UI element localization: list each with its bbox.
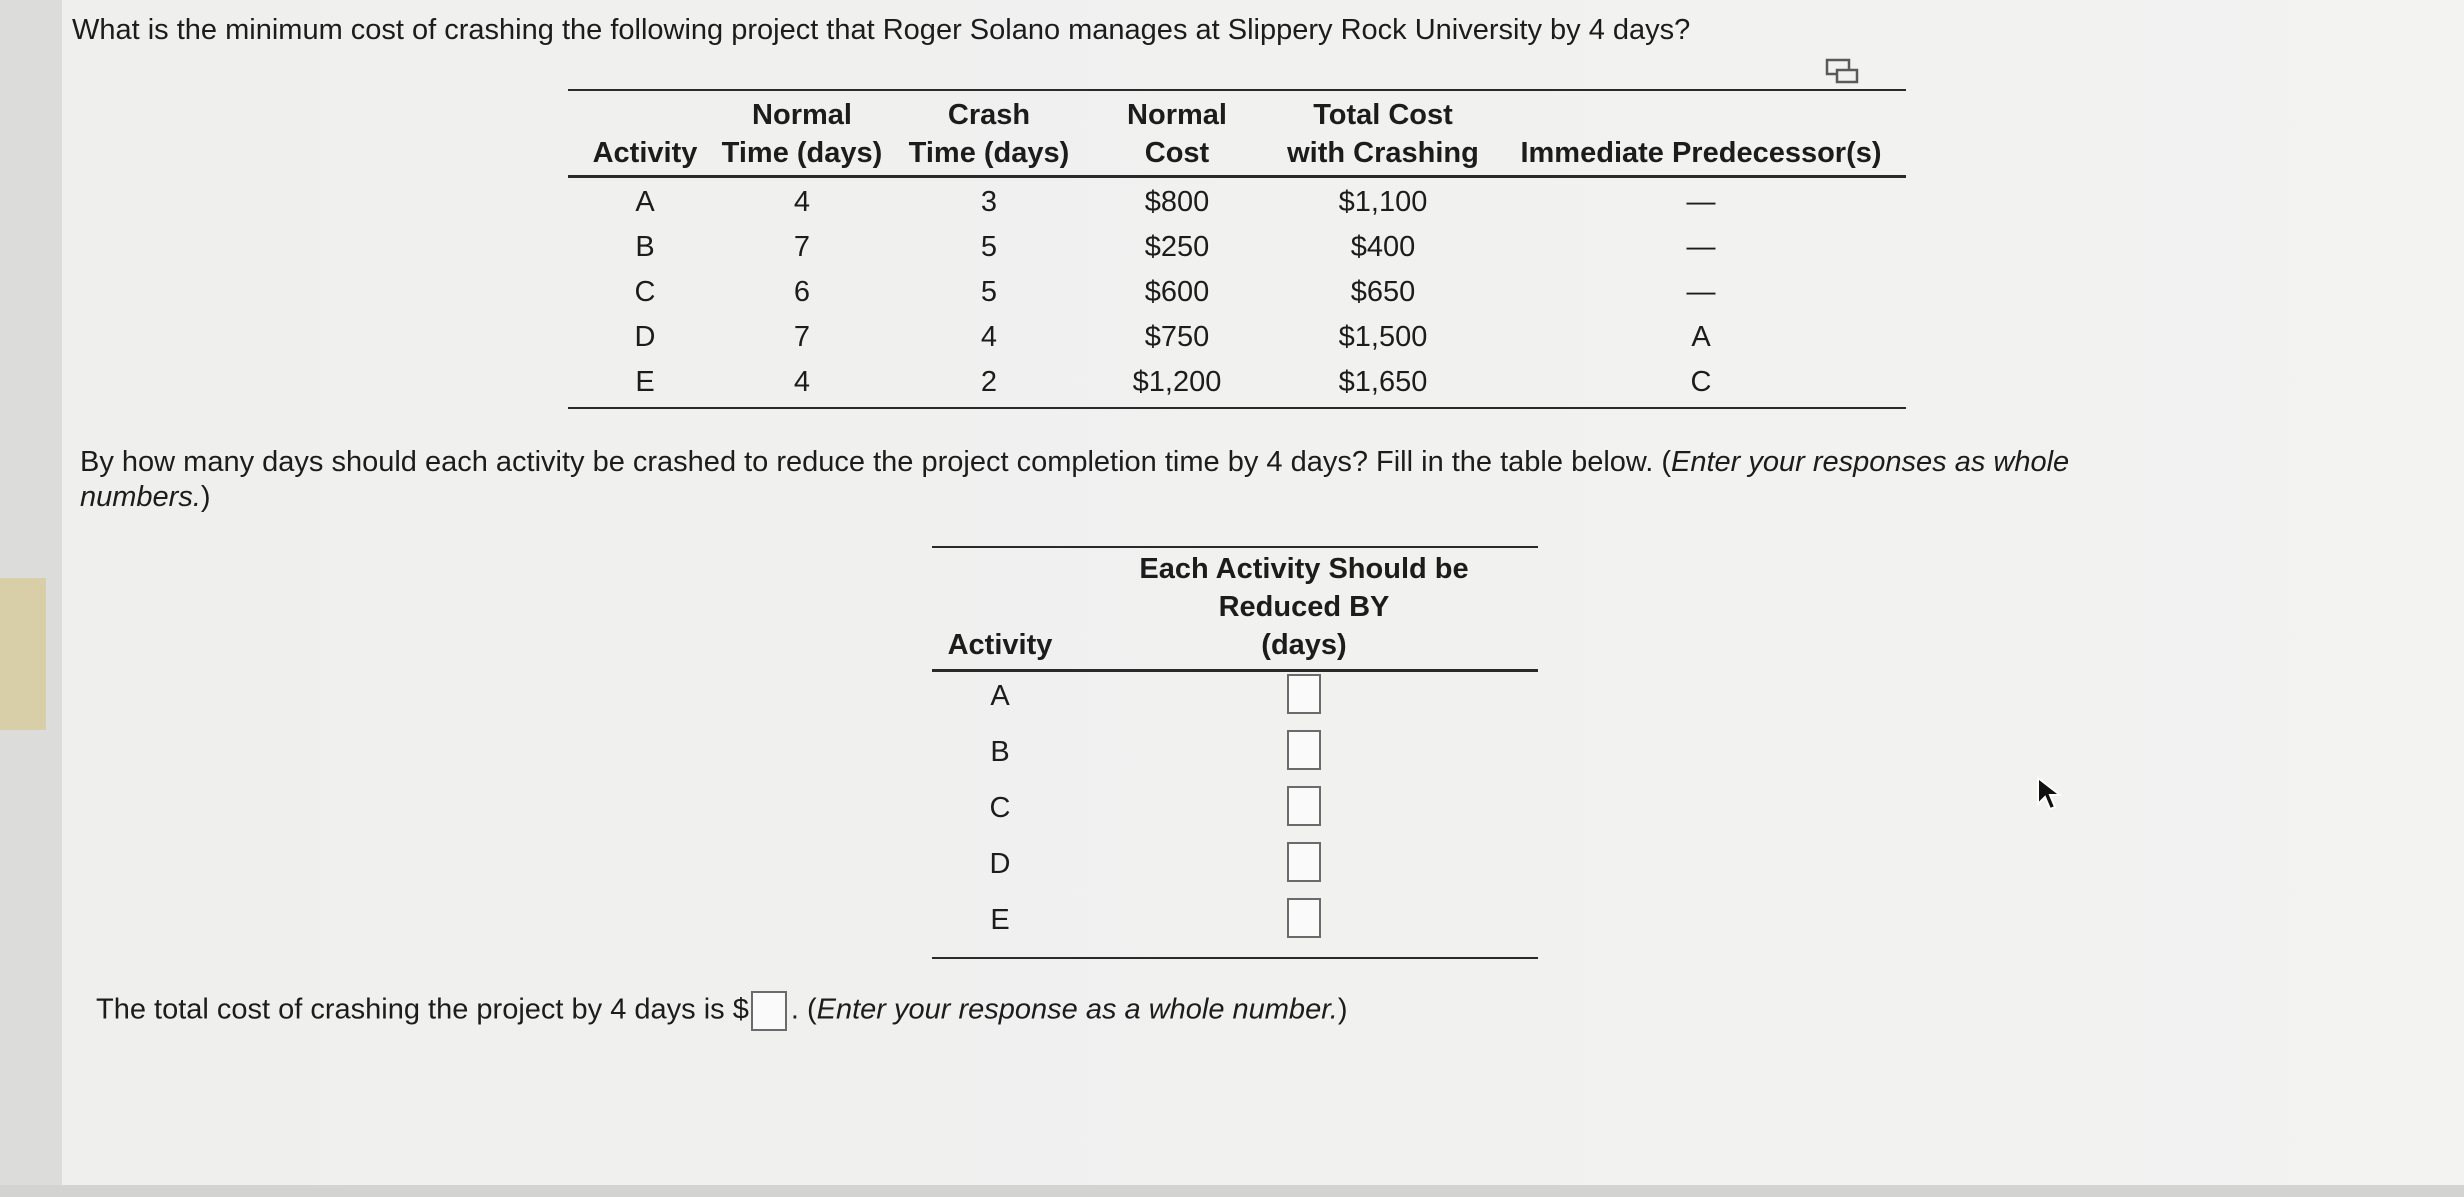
cell-total-cost: $1,100 xyxy=(1338,186,1428,218)
answer-table-top-rule xyxy=(932,546,1538,548)
mouse-pointer-icon xyxy=(2036,776,2064,812)
cell-activity: A xyxy=(635,186,655,218)
reduce-days-input[interactable] xyxy=(1287,730,1321,770)
cell-predecessor: — xyxy=(1686,276,1716,308)
cell-normal-cost: $600 xyxy=(1144,276,1210,308)
cell-crash-time: 5 xyxy=(980,276,998,308)
header-answer-activity: Activity xyxy=(947,629,1053,661)
cell-total-cost: $1,500 xyxy=(1338,321,1428,353)
answer-row-activity: A xyxy=(990,680,1010,712)
cell-normal-cost: $800 xyxy=(1144,186,1210,218)
cell-crash-time: 2 xyxy=(980,366,998,398)
cell-normal-cost: $750 xyxy=(1144,321,1210,353)
cell-total-cost: $650 xyxy=(1350,276,1416,308)
answer-row-activity: E xyxy=(990,904,1010,936)
answer-table-bottom-rule xyxy=(932,957,1538,959)
reduce-days-input[interactable] xyxy=(1287,898,1321,938)
answer-table-header-rule xyxy=(932,669,1538,672)
header-reduce-by: Each Activity Should be Reduced BY (days) xyxy=(1139,553,1469,661)
bottom-edge xyxy=(0,1185,2464,1197)
cell-normal-cost: $1,200 xyxy=(1132,366,1222,398)
header-normal-time: Normal Time (days) xyxy=(721,99,883,169)
header-total-cost: Total Cost with Crashing xyxy=(1287,99,1479,169)
reduce-days-input[interactable] xyxy=(1287,786,1321,826)
cell-normal-time: 6 xyxy=(793,276,811,308)
answer-row-activity: B xyxy=(990,736,1010,768)
cell-predecessor: A xyxy=(1691,321,1711,353)
cell-crash-time: 5 xyxy=(980,231,998,263)
cell-crash-time: 4 xyxy=(980,321,998,353)
cell-predecessor: — xyxy=(1686,186,1716,218)
total-cost-line: The total cost of crashing the project by 4 days is $ . (Enter your response as a whole number.) xyxy=(96,991,1348,1031)
cell-normal-time: 7 xyxy=(793,231,811,263)
instruction-text-continued: numbers.) xyxy=(80,481,211,513)
copy-icon[interactable] xyxy=(1825,58,1859,84)
cell-normal-time: 4 xyxy=(793,186,811,218)
cell-activity: B xyxy=(635,231,655,263)
header-normal-cost: Normal Cost xyxy=(1127,99,1227,169)
cell-normal-cost: $250 xyxy=(1144,231,1210,263)
header-crash-time: Crash Time (days) xyxy=(908,99,1070,169)
answer-row-activity: C xyxy=(989,792,1011,824)
answer-row-activity: D xyxy=(989,848,1011,880)
cell-total-cost: $1,650 xyxy=(1338,366,1428,398)
cell-normal-time: 4 xyxy=(793,366,811,398)
cell-predecessor: — xyxy=(1686,231,1716,263)
total-cost-input[interactable] xyxy=(751,991,787,1031)
cell-activity: D xyxy=(634,321,656,353)
cell-activity: E xyxy=(635,366,655,398)
cell-normal-time: 7 xyxy=(793,321,811,353)
side-tab[interactable] xyxy=(0,578,46,730)
header-activity: Activity xyxy=(592,137,698,169)
cell-total-cost: $400 xyxy=(1350,231,1416,263)
question-prompt: What is the minimum cost of crashing the following project that Roger Solano manages at Slippery Rock University by 4 days? xyxy=(72,14,1691,46)
cell-activity: C xyxy=(634,276,656,308)
cell-crash-time: 3 xyxy=(980,186,998,218)
header-predecessor: Immediate Predecessor(s) xyxy=(1520,137,1882,169)
reduce-days-input[interactable] xyxy=(1287,842,1321,882)
table-header-rule xyxy=(568,175,1906,178)
cell-predecessor: C xyxy=(1690,366,1712,398)
table-top-rule xyxy=(568,89,1906,91)
instruction-text: By how many days should each activity be crashed to reduce the project completion time by 4 days? Fill in the table below. (Enter your responses as whole xyxy=(80,446,2070,478)
reduce-days-input[interactable] xyxy=(1287,674,1321,714)
table-bottom-rule xyxy=(568,407,1906,409)
